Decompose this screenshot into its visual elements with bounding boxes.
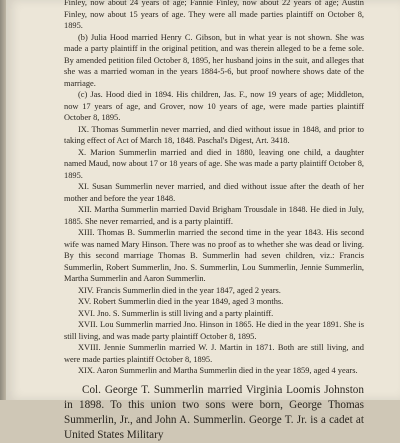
small-type-section: [64, 0, 364, 377]
book-page: [6, 0, 400, 441]
paragraph-xi: XI. Susan Summerlin never married, and died without issue after the death of her mother and before the year 1848.: [64, 182, 364, 203]
paragraph-xvii: XVII. Lou Summerlin married Jno. Hinson in 1865. He died in the year 1891. She is still living, and was made party plaintiff October 8, 1895.: [64, 320, 364, 341]
paragraph-xiv: XIV. Francis Summerlin died in the year 1847, aged 2 years.: [78, 285, 281, 295]
paragraph-finley-children: Finley, now about 24 years of age; Fannie Finley, now about 22 years of age; Austin Finley, now about 15 years of age. They were all made parties plaintiff on October 8, 1895.: [64, 0, 364, 30]
paragraph-george-t-summerlin: Col. George T. Summerlin married Virginia Loomis Johnston in 1898. To this union two sons were born, George Thomas Summerlin, Jr., and John A. Summerlin. George T. Jr. is a cadet at United States Military: [64, 383, 364, 441]
paragraph-xviii: XVIII. Jennie Summerlin married W. J. Martin in 1871. Both are still living, and were made parties plaintiff October 8, 1895.: [64, 343, 364, 364]
paragraph-xix: XIX. Aaron Summerlin and Martha Summerlin died in the year 1859, aged 4 years.: [78, 366, 358, 375]
paragraph-ix: IX. Thomas Summerlin never married, and died without issue in 1848, and prior to taking effect of Act of March 18, 1848. Paschal's Digest, Art. 3418.: [64, 124, 364, 145]
large-type-section: [64, 383, 364, 443]
paragraph-xii: XII. Martha Summerlin married David Brigham Trousdale in 1848. He died in July, 1885. She never remarried, and is a party plaintiff.: [64, 205, 364, 226]
page-text: [64, 0, 364, 443]
paragraph-x: X. Marion Summerlin married and died in 1880, leaving one child, a daughter named Maud, now about 17 or 18 years of age. She was made a party plaintiff October 8, 1895.: [64, 147, 364, 180]
paragraph-jas-hood: (c) Jas. Hood died in 1894. His children, Jas. F., now 19 years of age; Middleton, now 17 years of age, and Grover, now 10 years of age, were made parties plaintiff October 8, 1895.: [64, 90, 364, 122]
paragraph-julia-hood: (b) Julia Hood married Henry C. Gibson, but in what year is not shown. She was made a party plaintiff in the original petition, and was therein alleged to be a feme sole. By amended petition filed October 8, 1895, her husband joins in the suit, and alleges that she was a married woman in the years 1884-5-6, but proof nowhere shows date of the marriage.: [64, 32, 364, 88]
paragraph-xvi: XVI. Jno. S. Summerlin is still living and a party plaintiff.: [78, 308, 274, 318]
paragraph-xv: XV. Robert Summerlin died in the year 1849, aged 3 months.: [78, 297, 284, 306]
paragraph-xiii: XIII. Thomas B. Summerlin married the second time in the year 1843. His second wife was named Mary Hinson. There was no proof as to whether she was dead or living. By this second marriage Thomas B. Summerlin had seven children, viz.: Francis Summerlin, Robert Summerlin, Jno. S. Summerlin, Lou Summerlin, Jennie Summerlin, Martha Summerlin and Aaron Summerlin.: [64, 228, 364, 283]
